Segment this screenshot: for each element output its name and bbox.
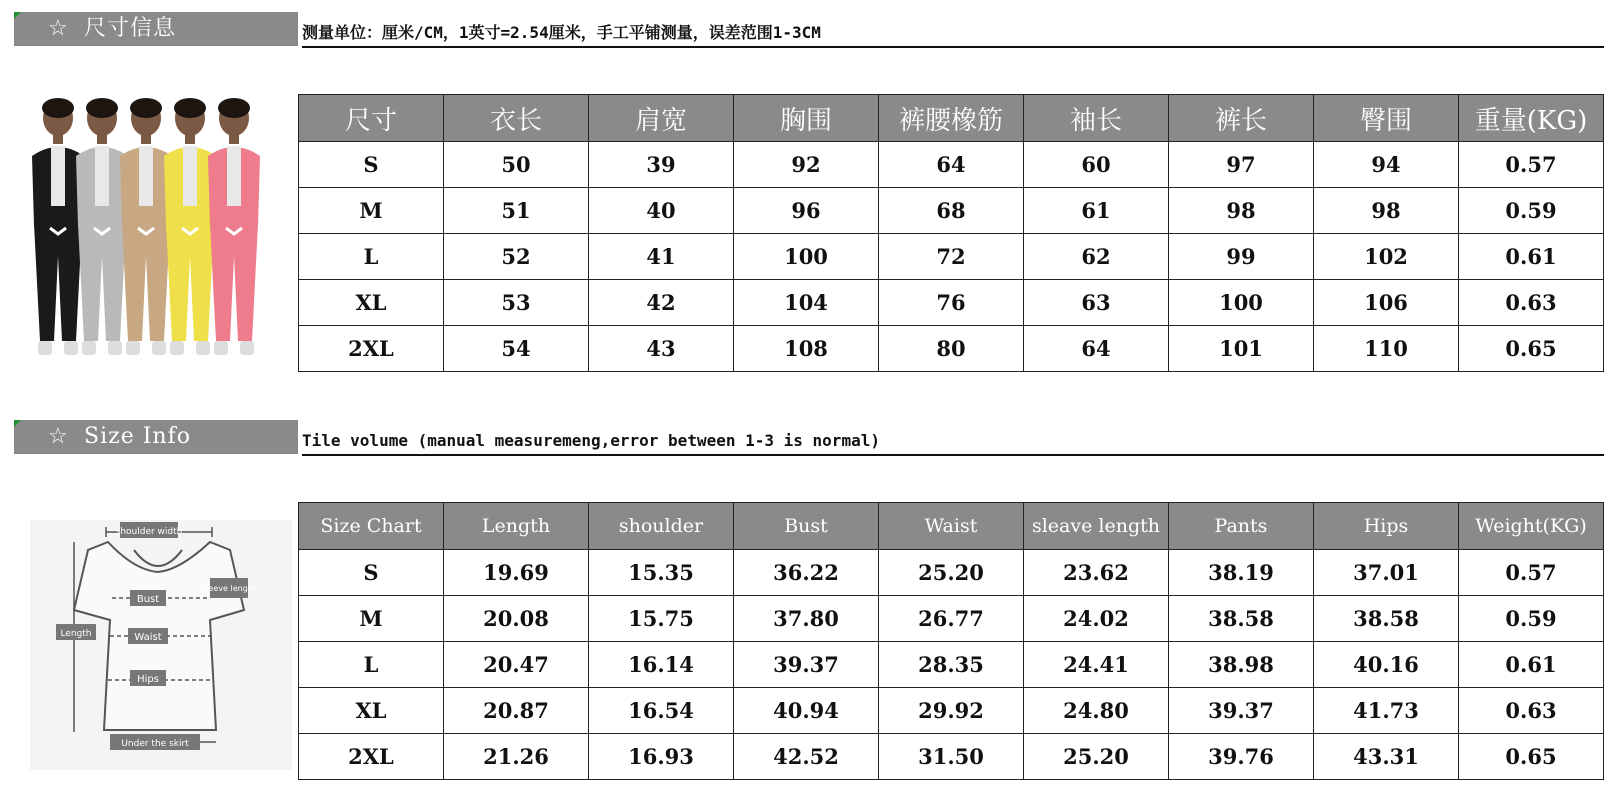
value-cell: 42.52: [734, 734, 879, 780]
value-cell: 39: [589, 142, 734, 188]
value-cell: 24.80: [1024, 688, 1169, 734]
value-cell: 98: [1314, 188, 1459, 234]
value-cell: 39.76: [1169, 734, 1314, 780]
table-row: [299, 326, 1604, 372]
table-row: [299, 596, 1604, 642]
product-photo: [18, 96, 290, 362]
value-cell: 41: [589, 234, 734, 280]
value-cell: 72: [879, 234, 1024, 280]
model-figure: [32, 98, 84, 355]
cn-header-row: [299, 95, 1604, 142]
diagram-label-under: Under the skirt: [121, 739, 189, 749]
table-row: [299, 642, 1604, 688]
value-cell: 38.58: [1169, 596, 1314, 642]
value-cell: 0.65: [1459, 734, 1604, 780]
value-cell: 104: [734, 280, 879, 326]
value-cell: 100: [734, 234, 879, 280]
value-cell: 64: [1024, 326, 1169, 372]
value-cell: 51: [444, 188, 589, 234]
value-cell: 0.65: [1459, 326, 1604, 372]
value-cell: 97: [1169, 142, 1314, 188]
value-cell: 28.35: [879, 642, 1024, 688]
model-figure: [76, 98, 128, 355]
value-cell: 20.08: [444, 596, 589, 642]
column-header: Weight(KG): [1459, 503, 1604, 550]
table-row: [299, 734, 1604, 780]
column-header: 肩宽: [589, 95, 734, 142]
column-header: Size Chart: [299, 503, 444, 550]
value-cell: 110: [1314, 326, 1459, 372]
en-measurement-note: Tile volume (manual measuremeng,error between 1-3 is normal): [302, 420, 1604, 456]
value-cell: 50: [444, 142, 589, 188]
value-cell: 24.02: [1024, 596, 1169, 642]
column-header: Waist: [879, 503, 1024, 550]
value-cell: 62: [1024, 234, 1169, 280]
value-cell: 29.92: [879, 688, 1024, 734]
value-cell: 39.37: [734, 642, 879, 688]
value-cell: 20.87: [444, 688, 589, 734]
value-cell: 102: [1314, 234, 1459, 280]
value-cell: 76: [879, 280, 1024, 326]
value-cell: 24.41: [1024, 642, 1169, 688]
cn-measurement-note: 测量单位：厘米/CM，1英寸=2.54厘米，手工平铺测量，误差范围1-3CM: [302, 12, 1604, 48]
column-header: Pants: [1169, 503, 1314, 550]
size-cell: XL: [299, 280, 444, 326]
value-cell: 40: [589, 188, 734, 234]
column-header: 胸围: [734, 95, 879, 142]
diagram-label-hips: Hips: [137, 674, 159, 685]
value-cell: 16.93: [589, 734, 734, 780]
model-figure: [164, 98, 216, 355]
size-cell: S: [299, 142, 444, 188]
en-section-title: Size Info: [84, 424, 191, 449]
value-cell: 25.20: [1024, 734, 1169, 780]
size-cell: S: [299, 550, 444, 596]
table-row: [299, 142, 1604, 188]
value-cell: 101: [1169, 326, 1314, 372]
value-cell: 39.37: [1169, 688, 1314, 734]
en-table-body: [299, 550, 1604, 780]
column-header: 袖长: [1024, 95, 1169, 142]
value-cell: 38.98: [1169, 642, 1314, 688]
value-cell: 0.57: [1459, 142, 1604, 188]
size-cell: M: [299, 596, 444, 642]
cn-section-tab: [14, 12, 298, 46]
value-cell: 19.69: [444, 550, 589, 596]
size-cell: M: [299, 188, 444, 234]
column-header: shoulder: [589, 503, 734, 550]
value-cell: 99: [1169, 234, 1314, 280]
value-cell: 37.80: [734, 596, 879, 642]
size-cell: 2XL: [299, 326, 444, 372]
value-cell: 80: [879, 326, 1024, 372]
value-cell: 0.57: [1459, 550, 1604, 596]
value-cell: 52: [444, 234, 589, 280]
value-cell: 38.58: [1314, 596, 1459, 642]
value-cell: 37.01: [1314, 550, 1459, 596]
model-figure: [208, 98, 260, 355]
column-header: 臀围: [1314, 95, 1459, 142]
table-row: [299, 688, 1604, 734]
value-cell: 25.20: [879, 550, 1024, 596]
star-icon: ☆: [48, 424, 69, 449]
diagram-label-shoulder: shoulder width: [115, 527, 183, 537]
column-header: 衣长: [444, 95, 589, 142]
size-cell: 2XL: [299, 734, 444, 780]
value-cell: 64: [879, 142, 1024, 188]
value-cell: 53: [444, 280, 589, 326]
value-cell: 98: [1169, 188, 1314, 234]
size-cell: XL: [299, 688, 444, 734]
value-cell: 63: [1024, 280, 1169, 326]
value-cell: 43.31: [1314, 734, 1459, 780]
value-cell: 15.35: [589, 550, 734, 596]
diagram-label-sleeve: sleeve length: [202, 584, 256, 593]
value-cell: 43: [589, 326, 734, 372]
size-cell: L: [299, 642, 444, 688]
star-icon: ☆: [48, 16, 69, 41]
value-cell: 60: [1024, 142, 1169, 188]
cn-table-body: [299, 142, 1604, 372]
value-cell: 36.22: [734, 550, 879, 596]
value-cell: 26.77: [879, 596, 1024, 642]
model-figure: [120, 98, 172, 355]
en-size-table: [298, 502, 1604, 780]
value-cell: 54: [444, 326, 589, 372]
value-cell: 96: [734, 188, 879, 234]
value-cell: 40.16: [1314, 642, 1459, 688]
value-cell: 0.59: [1459, 188, 1604, 234]
value-cell: 31.50: [879, 734, 1024, 780]
en-header-row: [299, 503, 1604, 550]
column-header: 重量(KG): [1459, 95, 1604, 142]
value-cell: 16.14: [589, 642, 734, 688]
size-cell: L: [299, 234, 444, 280]
en-section-tab: [14, 420, 298, 454]
value-cell: 41.73: [1314, 688, 1459, 734]
column-header: 尺寸: [299, 95, 444, 142]
column-header: Hips: [1314, 503, 1459, 550]
value-cell: 0.61: [1459, 234, 1604, 280]
column-header: sleave length: [1024, 503, 1169, 550]
table-row: [299, 280, 1604, 326]
value-cell: 0.63: [1459, 688, 1604, 734]
table-row: [299, 234, 1604, 280]
value-cell: 21.26: [444, 734, 589, 780]
diagram-label-length: Length: [60, 629, 92, 639]
value-cell: 23.62: [1024, 550, 1169, 596]
value-cell: 94: [1314, 142, 1459, 188]
column-header: Length: [444, 503, 589, 550]
value-cell: 20.47: [444, 642, 589, 688]
cn-size-table: [298, 94, 1604, 372]
column-header: 裤腰橡筋: [879, 95, 1024, 142]
diagram-label-waist: Waist: [134, 632, 162, 643]
measurement-diagram: [30, 520, 292, 770]
value-cell: 68: [879, 188, 1024, 234]
value-cell: 15.75: [589, 596, 734, 642]
value-cell: 42: [589, 280, 734, 326]
value-cell: 0.59: [1459, 596, 1604, 642]
value-cell: 106: [1314, 280, 1459, 326]
column-header: Bust: [734, 503, 879, 550]
cn-section-title: 尺寸信息: [84, 16, 177, 41]
table-row: [299, 550, 1604, 596]
value-cell: 40.94: [734, 688, 879, 734]
value-cell: 108: [734, 326, 879, 372]
value-cell: 100: [1169, 280, 1314, 326]
diagram-label-bust: Bust: [136, 594, 160, 605]
value-cell: 0.61: [1459, 642, 1604, 688]
column-header: 裤长: [1169, 95, 1314, 142]
value-cell: 0.63: [1459, 280, 1604, 326]
table-row: [299, 188, 1604, 234]
value-cell: 92: [734, 142, 879, 188]
value-cell: 61: [1024, 188, 1169, 234]
value-cell: 16.54: [589, 688, 734, 734]
value-cell: 38.19: [1169, 550, 1314, 596]
